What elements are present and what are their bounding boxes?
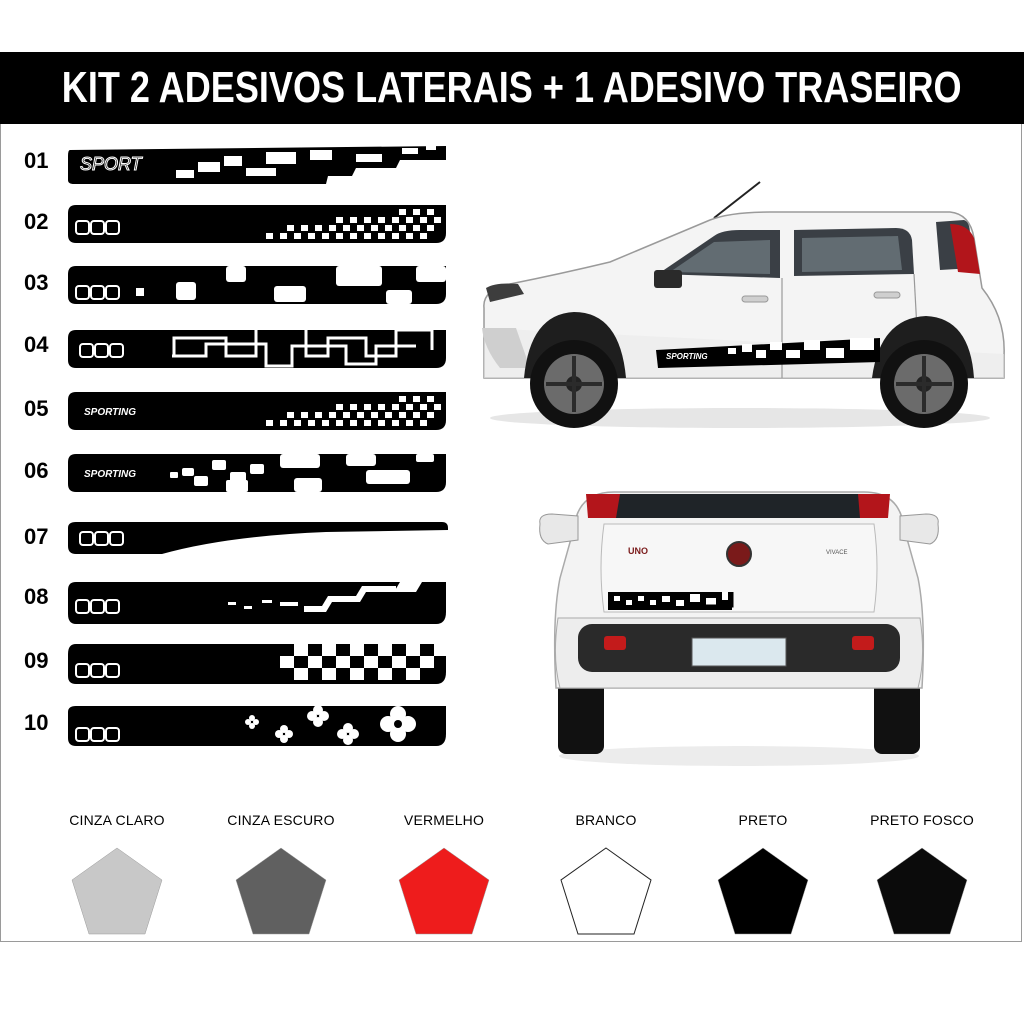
sticker-option-08[interactable] [0,578,460,620]
sticker-strip-08 [66,578,450,626]
color-option[interactable] [693,812,833,936]
color-label: PRETO [738,812,788,828]
color-label: VERMELHO [403,812,485,828]
pentagon-swatch-icon [559,846,653,936]
color-option[interactable] [374,812,514,936]
color-label: CINZA ESCURO [227,812,335,828]
sticker-strip-01 [66,142,450,186]
sticker-option-03[interactable] [0,264,460,306]
color-option[interactable] [211,812,351,936]
side-sticker-text: SPORTING [666,352,708,361]
pentagon-swatch-icon [234,846,328,936]
pentagon-swatch-icon [875,846,969,936]
option-number: 02 [24,209,49,234]
sticker-strip-07 [66,518,450,562]
option-number: 05 [24,396,49,421]
color-option[interactable] [852,812,992,936]
option-number: 07 [24,524,49,549]
pentagon-swatch-icon [716,846,810,936]
color-label: PRETO FOSCO [870,812,974,828]
sticker-strip-03 [66,264,450,308]
sticker-option-01[interactable] [0,142,460,184]
sticker-strip-10 [66,704,450,748]
car-rear-photo [534,488,944,768]
color-label: CINZA CLARO [69,812,165,828]
option-number: 01 [24,148,49,173]
pentagon-swatch-icon [397,846,491,936]
sticker-option-02[interactable] [0,203,460,245]
sticker-logo-text: SPORTING [84,469,137,480]
color-option[interactable] [47,812,187,936]
title-banner [0,52,1024,124]
sticker-option-09[interactable] [0,642,460,684]
option-number: 06 [24,458,49,483]
rear-model-text: VIVACE [826,550,848,556]
sticker-option-07[interactable] [0,518,460,560]
sticker-strip-04 [66,326,450,372]
sticker-strip-06 [66,452,450,496]
car-side-photo [470,178,1010,438]
sticker-option-04[interactable] [0,326,460,368]
sticker-strip-05 [66,390,450,434]
option-number: 08 [24,584,49,609]
rear-badge-text: UNO [628,546,648,556]
option-number: 10 [24,710,49,735]
sticker-option-10[interactable] [0,704,460,746]
sticker-logo-text: SPORTING [84,407,137,418]
color-label: BRANCO [575,812,637,828]
pentagon-swatch-icon [70,846,164,936]
sticker-option-06[interactable] [0,452,460,494]
sticker-strip-02 [66,203,450,247]
option-number: 09 [24,648,49,673]
sticker-option-05[interactable] [0,390,460,432]
sticker-logo-text: SPORT [80,154,142,174]
sticker-strip-09 [66,642,450,688]
color-option[interactable] [536,812,676,936]
page-title: KIT 2 ADESIVOS LATERAIS + 1 ADESIVO TRASEIRO [62,63,962,112]
option-number: 03 [24,270,49,295]
option-number: 04 [24,332,49,357]
